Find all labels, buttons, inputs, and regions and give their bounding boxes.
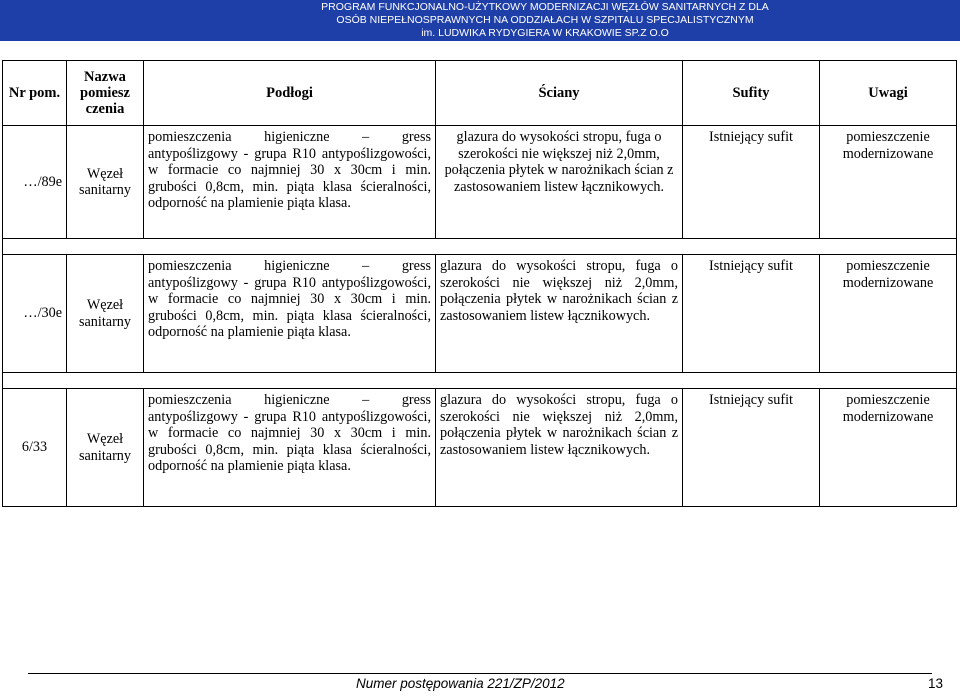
banner-line-2: OSÓB NIEPEŁNOSPRAWNYCH NA ODDZIAŁACH W SZPITALU SPECJALISTYCZNYM xyxy=(336,14,754,26)
row-nr: …/89e xyxy=(3,126,67,239)
banner-line-1: PROGRAM FUNKCJONALNO-UŻYTKOWY MODERNIZACJI WĘZŁÓW SANITARNYCH Z DLA xyxy=(321,1,769,13)
row-sufity: Istniejący sufit xyxy=(683,389,820,507)
row-sufity: Istniejący sufit xyxy=(683,255,820,373)
row-uwagi: pomieszczenie modernizowane xyxy=(820,255,957,373)
row-podlogi: pomieszczenia higieniczne – gress antypoślizgowy - grupa R10 antypoślizgowości, w formacie co najmniej 30 x 30cm i min. grubości 0,8cm, min. piąta klasa ścieralności, odporność na plamienie piąta klasa. xyxy=(144,389,436,507)
row-sufity: Istniejący sufit xyxy=(683,126,820,239)
banner-line-3: im. LUDWIKA RYDYGIERA W KRAKOWIE SP.Z O.O xyxy=(421,27,669,39)
header-sciany: Ściany xyxy=(436,61,683,126)
row-sciany: glazura do wysokości stropu, fuga o szerokości nie większej niż 2,0mm, połączenia płytek w narożnikach ścian z zastosowaniem listew łącznikowych. xyxy=(436,126,683,239)
document-header-banner xyxy=(0,0,960,41)
table-spacer xyxy=(3,239,957,255)
table-row xyxy=(3,255,957,373)
row-podlogi: pomieszczenia higieniczne – gress antypoślizgowy - grupa R10 antypoślizgowości, w formacie co najmniej 30 x 30cm i min. grubości 0,8cm, min. piąta klasa ścieralności, odporność na plamienie piąta klasa. xyxy=(144,126,436,239)
row-nazwa: Węzeł sanitarny xyxy=(67,255,144,373)
table-row xyxy=(3,126,957,239)
row-podlogi: pomieszczenia higieniczne – gress antypoślizgowy - grupa R10 antypoślizgowości, w formacie co najmniej 30 x 30cm i min. grubości 0,8cm, min. piąta klasa ścieralności, odporność na plamienie piąta klasa. xyxy=(144,255,436,373)
header-uwagi: Uwagi xyxy=(820,61,957,126)
header-podlogi: Podłogi xyxy=(144,61,436,126)
page-number: 13 xyxy=(928,676,944,691)
row-nazwa: Węzeł sanitarny xyxy=(67,126,144,239)
table-spacer xyxy=(3,373,957,389)
row-nazwa: Węzeł sanitarny xyxy=(67,389,144,507)
header-nazwa: Nazwa pomiesz czenia xyxy=(67,61,144,126)
room-finish-table xyxy=(2,60,957,507)
footer-procurement-number: Numer postępowania 221/ZP/2012 xyxy=(356,676,565,691)
row-uwagi: pomieszczenie modernizowane xyxy=(820,389,957,507)
row-sciany: glazura do wysokości stropu, fuga o szerokości nie większej niż 2,0mm, połączenia płytek w narożnikach ścian z zastosowaniem listew łącznikowych. xyxy=(436,255,683,373)
header-nr: Nr pom. xyxy=(3,61,67,126)
table-row xyxy=(3,389,957,507)
header-sufity: Sufity xyxy=(683,61,820,126)
row-nr: …/30e xyxy=(3,255,67,373)
footer-divider xyxy=(28,673,932,674)
row-sciany: glazura do wysokości stropu, fuga o szerokości nie większej niż 2,0mm, połączenia płytek w narożnikach ścian z zastosowaniem listew łącznikowych. xyxy=(436,389,683,507)
row-nr: 6/33 xyxy=(3,389,67,507)
row-uwagi: pomieszczenie modernizowane xyxy=(820,126,957,239)
